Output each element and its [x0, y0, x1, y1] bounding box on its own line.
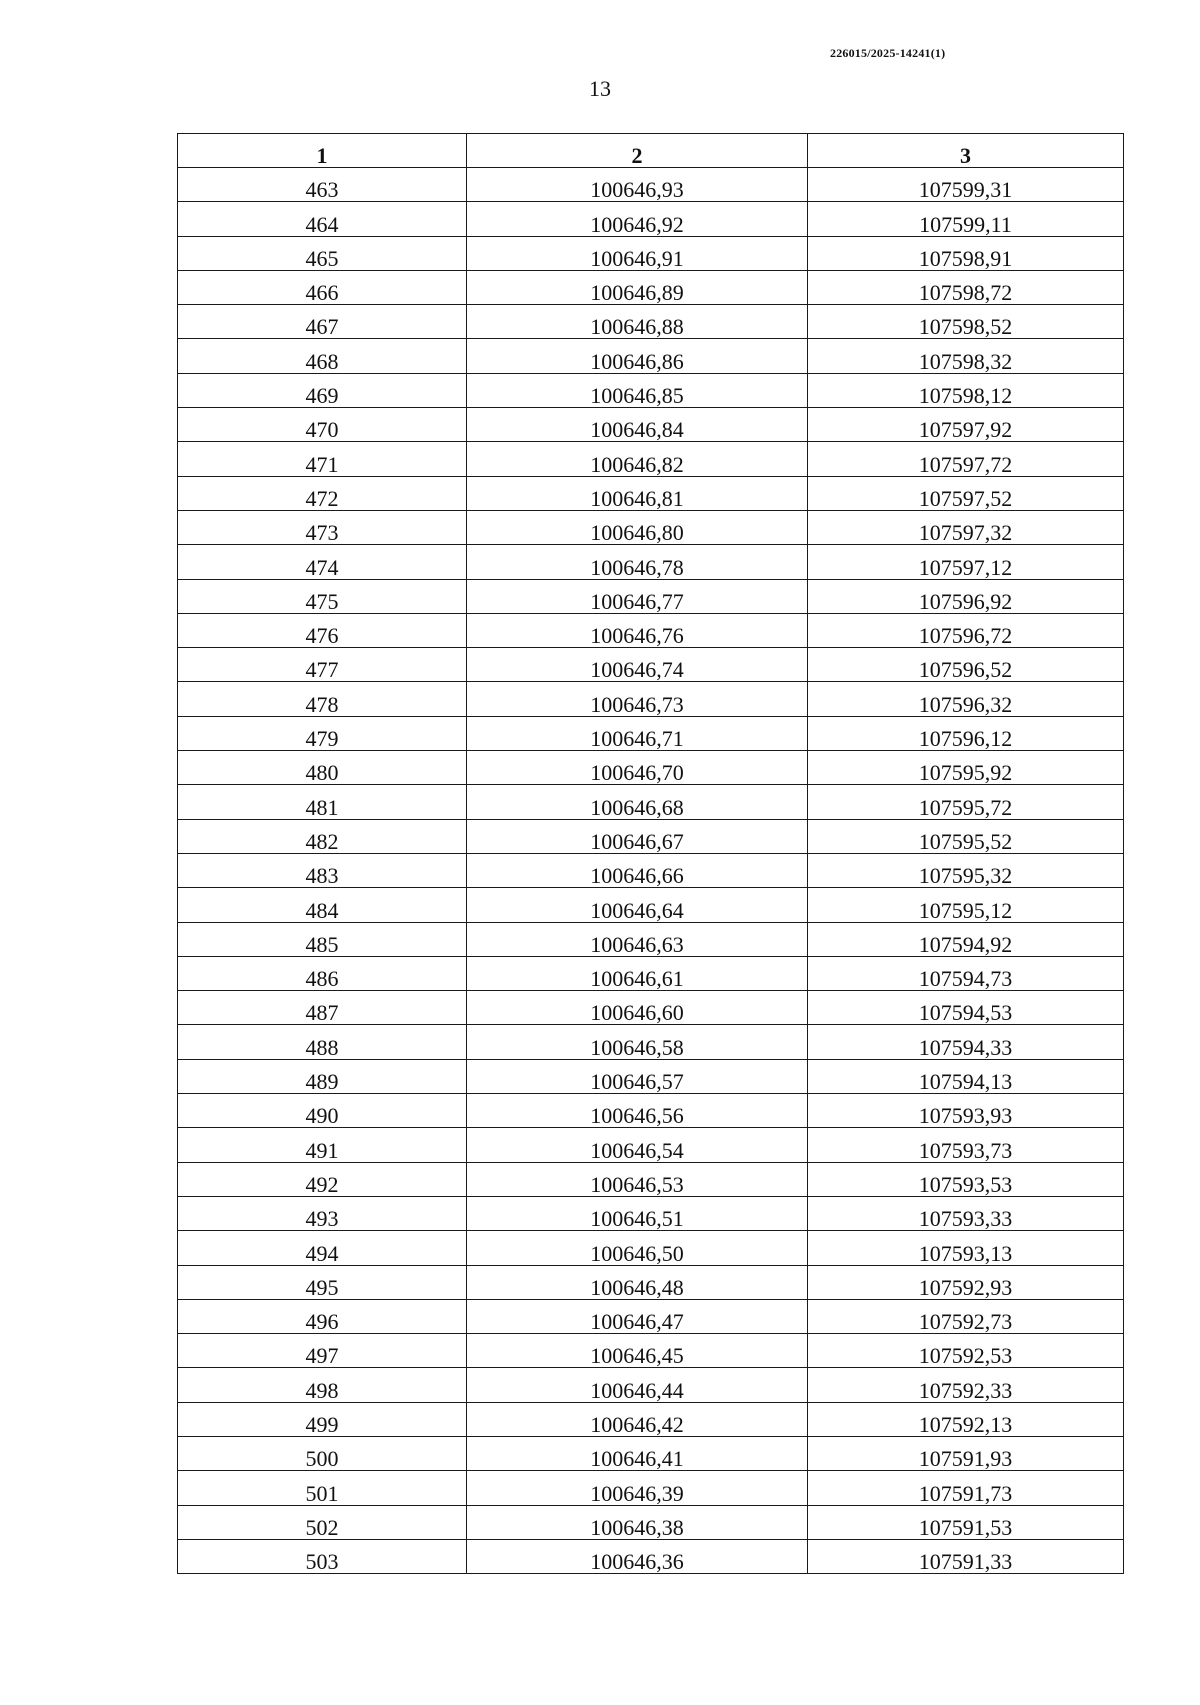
- point-number-cell: 479: [178, 716, 467, 750]
- coordinate-y-cell: 107597,12: [808, 545, 1124, 579]
- table-row: [178, 579, 1124, 613]
- coordinate-x-cell: 100646,56: [467, 1094, 808, 1128]
- table-row: [178, 1299, 1124, 1333]
- point-number-cell: 485: [178, 922, 467, 956]
- coordinate-y-cell: 107595,92: [808, 751, 1124, 785]
- column-header-1: 1: [178, 134, 467, 168]
- point-number-cell: 488: [178, 1025, 467, 1059]
- point-number-cell: 470: [178, 408, 467, 442]
- point-number-cell: 498: [178, 1368, 467, 1402]
- coordinate-y-cell: 107591,73: [808, 1471, 1124, 1505]
- point-number-cell: 495: [178, 1265, 467, 1299]
- coordinate-x-cell: 100646,82: [467, 442, 808, 476]
- table-row: [178, 1471, 1124, 1505]
- coordinate-y-cell: 107595,72: [808, 785, 1124, 819]
- coordinate-y-cell: 107592,73: [808, 1299, 1124, 1333]
- coordinate-y-cell: 107595,32: [808, 853, 1124, 887]
- point-number-cell: 468: [178, 339, 467, 373]
- table-row: [178, 408, 1124, 442]
- table-row: [178, 202, 1124, 236]
- coordinate-x-cell: 100646,41: [467, 1436, 808, 1470]
- point-number-cell: 471: [178, 442, 467, 476]
- coordinate-y-cell: 107598,32: [808, 339, 1124, 373]
- coordinate-x-cell: 100646,73: [467, 682, 808, 716]
- point-number-cell: 466: [178, 270, 467, 304]
- coordinate-y-cell: 107599,31: [808, 168, 1124, 202]
- table-row: [178, 1059, 1124, 1093]
- table-row: [178, 1334, 1124, 1368]
- coordinate-x-cell: 100646,78: [467, 545, 808, 579]
- coordinate-x-cell: 100646,42: [467, 1402, 808, 1436]
- header-row: [178, 134, 1124, 168]
- table-row: [178, 1128, 1124, 1162]
- point-number-cell: 492: [178, 1162, 467, 1196]
- table-row: [178, 1265, 1124, 1299]
- coordinate-x-cell: 100646,36: [467, 1539, 808, 1573]
- coordinate-y-cell: 107591,33: [808, 1539, 1124, 1573]
- point-number-cell: 496: [178, 1299, 467, 1333]
- coordinate-x-cell: 100646,81: [467, 476, 808, 510]
- coordinate-y-cell: 107592,33: [808, 1368, 1124, 1402]
- point-number-cell: 481: [178, 785, 467, 819]
- table-row: [178, 956, 1124, 990]
- coordinate-x-cell: 100646,53: [467, 1162, 808, 1196]
- coordinate-x-cell: 100646,74: [467, 648, 808, 682]
- coordinate-x-cell: 100646,51: [467, 1196, 808, 1230]
- coordinate-y-cell: 107593,93: [808, 1094, 1124, 1128]
- coordinate-x-cell: 100646,67: [467, 819, 808, 853]
- table-row: [178, 785, 1124, 819]
- coordinate-x-cell: 100646,91: [467, 236, 808, 270]
- coordinate-y-cell: 107592,13: [808, 1402, 1124, 1436]
- table-row: [178, 1025, 1124, 1059]
- point-number-cell: 487: [178, 991, 467, 1025]
- point-number-cell: 467: [178, 305, 467, 339]
- point-number-cell: 474: [178, 545, 467, 579]
- coordinate-x-cell: 100646,47: [467, 1299, 808, 1333]
- point-number-cell: 472: [178, 476, 467, 510]
- coordinate-x-cell: 100646,50: [467, 1231, 808, 1265]
- coordinate-y-cell: 107591,93: [808, 1436, 1124, 1470]
- point-number-cell: 491: [178, 1128, 467, 1162]
- coordinate-x-cell: 100646,39: [467, 1471, 808, 1505]
- point-number-cell: 486: [178, 956, 467, 990]
- table-row: [178, 648, 1124, 682]
- column-header-3: 3: [808, 134, 1124, 168]
- table-row: [178, 1505, 1124, 1539]
- table-row: [178, 1196, 1124, 1230]
- point-number-cell: 499: [178, 1402, 467, 1436]
- point-number-cell: 501: [178, 1471, 467, 1505]
- coordinate-y-cell: 107597,52: [808, 476, 1124, 510]
- coordinate-x-cell: 100646,77: [467, 579, 808, 613]
- coordinate-x-cell: 100646,38: [467, 1505, 808, 1539]
- coordinate-y-cell: 107596,72: [808, 613, 1124, 647]
- table-row: [178, 510, 1124, 544]
- coordinate-x-cell: 100646,58: [467, 1025, 808, 1059]
- point-number-cell: 464: [178, 202, 467, 236]
- coordinate-y-cell: 107596,12: [808, 716, 1124, 750]
- coordinate-y-cell: 107594,92: [808, 922, 1124, 956]
- point-number-cell: 475: [178, 579, 467, 613]
- point-number-cell: 489: [178, 1059, 467, 1093]
- coordinate-x-cell: 100646,63: [467, 922, 808, 956]
- coordinate-y-cell: 107593,73: [808, 1128, 1124, 1162]
- table-row: [178, 751, 1124, 785]
- coordinate-x-cell: 100646,44: [467, 1368, 808, 1402]
- table-row: [178, 819, 1124, 853]
- coordinate-y-cell: 107594,33: [808, 1025, 1124, 1059]
- coordinate-y-cell: 107598,72: [808, 270, 1124, 304]
- coordinate-y-cell: 107596,92: [808, 579, 1124, 613]
- table-header: [178, 134, 1124, 168]
- table-row: [178, 1539, 1124, 1573]
- coordinate-x-cell: 100646,60: [467, 991, 808, 1025]
- point-number-cell: 469: [178, 373, 467, 407]
- point-number-cell: 473: [178, 510, 467, 544]
- point-number-cell: 477: [178, 648, 467, 682]
- coordinate-x-cell: 100646,54: [467, 1128, 808, 1162]
- document-id: 226015/2025-14241(1): [830, 46, 946, 60]
- coordinate-x-cell: 100646,85: [467, 373, 808, 407]
- point-number-cell: 493: [178, 1196, 467, 1230]
- coordinate-y-cell: 107593,33: [808, 1196, 1124, 1230]
- table-row: [178, 1231, 1124, 1265]
- coordinate-y-cell: 107597,92: [808, 408, 1124, 442]
- coordinate-x-cell: 100646,64: [467, 888, 808, 922]
- coordinate-x-cell: 100646,80: [467, 510, 808, 544]
- coordinate-x-cell: 100646,71: [467, 716, 808, 750]
- table-body: [178, 168, 1124, 1574]
- table-row: [178, 613, 1124, 647]
- coordinates-table: [177, 133, 1124, 1574]
- coordinate-x-cell: 100646,88: [467, 305, 808, 339]
- coordinate-y-cell: 107598,12: [808, 373, 1124, 407]
- coordinate-y-cell: 107597,72: [808, 442, 1124, 476]
- coordinate-y-cell: 107598,91: [808, 236, 1124, 270]
- point-number-cell: 502: [178, 1505, 467, 1539]
- table-row: [178, 236, 1124, 270]
- coordinate-y-cell: 107594,73: [808, 956, 1124, 990]
- coordinate-y-cell: 107595,12: [808, 888, 1124, 922]
- table-row: [178, 270, 1124, 304]
- table-row: [178, 305, 1124, 339]
- coordinate-y-cell: 107592,53: [808, 1334, 1124, 1368]
- coordinate-x-cell: 100646,45: [467, 1334, 808, 1368]
- table-row: [178, 168, 1124, 202]
- table-row: [178, 476, 1124, 510]
- coordinate-x-cell: 100646,86: [467, 339, 808, 373]
- table-row: [178, 682, 1124, 716]
- coordinate-y-cell: 107593,13: [808, 1231, 1124, 1265]
- coordinate-y-cell: 107595,52: [808, 819, 1124, 853]
- coordinate-y-cell: 107593,53: [808, 1162, 1124, 1196]
- point-number-cell: 465: [178, 236, 467, 270]
- coordinate-x-cell: 100646,61: [467, 956, 808, 990]
- point-number-cell: 478: [178, 682, 467, 716]
- coordinate-y-cell: 107597,32: [808, 510, 1124, 544]
- coordinate-x-cell: 100646,93: [467, 168, 808, 202]
- point-number-cell: 480: [178, 751, 467, 785]
- coordinate-x-cell: 100646,84: [467, 408, 808, 442]
- coordinate-y-cell: 107596,32: [808, 682, 1124, 716]
- coordinate-y-cell: 107594,53: [808, 991, 1124, 1025]
- coordinate-x-cell: 100646,70: [467, 751, 808, 785]
- table-row: [178, 716, 1124, 750]
- table-row: [178, 442, 1124, 476]
- coordinate-x-cell: 100646,66: [467, 853, 808, 887]
- point-number-cell: 500: [178, 1436, 467, 1470]
- point-number-cell: 490: [178, 1094, 467, 1128]
- coordinate-y-cell: 107599,11: [808, 202, 1124, 236]
- table-row: [178, 339, 1124, 373]
- coordinate-x-cell: 100646,89: [467, 270, 808, 304]
- coordinate-x-cell: 100646,92: [467, 202, 808, 236]
- page-number: 13: [589, 76, 611, 101]
- table-row: [178, 1094, 1124, 1128]
- point-number-cell: 484: [178, 888, 467, 922]
- table-row: [178, 1402, 1124, 1436]
- coordinate-y-cell: 107596,52: [808, 648, 1124, 682]
- point-number-cell: 497: [178, 1334, 467, 1368]
- point-number-cell: 482: [178, 819, 467, 853]
- point-number-cell: 463: [178, 168, 467, 202]
- coordinate-x-cell: 100646,48: [467, 1265, 808, 1299]
- table-row: [178, 373, 1124, 407]
- table-row: [178, 1368, 1124, 1402]
- point-number-cell: 483: [178, 853, 467, 887]
- table-row: [178, 1162, 1124, 1196]
- table-row: [178, 853, 1124, 887]
- point-number-cell: 494: [178, 1231, 467, 1265]
- coordinate-y-cell: 107592,93: [808, 1265, 1124, 1299]
- coordinate-y-cell: 107594,13: [808, 1059, 1124, 1093]
- table-row: [178, 922, 1124, 956]
- table-row: [178, 1436, 1124, 1470]
- coordinate-y-cell: 107591,53: [808, 1505, 1124, 1539]
- table-row: [178, 888, 1124, 922]
- point-number-cell: 476: [178, 613, 467, 647]
- coordinate-y-cell: 107598,52: [808, 305, 1124, 339]
- point-number-cell: 503: [178, 1539, 467, 1573]
- coordinate-x-cell: 100646,68: [467, 785, 808, 819]
- coordinate-x-cell: 100646,57: [467, 1059, 808, 1093]
- table-row: [178, 991, 1124, 1025]
- table-row: [178, 545, 1124, 579]
- coordinate-x-cell: 100646,76: [467, 613, 808, 647]
- column-header-2: 2: [467, 134, 808, 168]
